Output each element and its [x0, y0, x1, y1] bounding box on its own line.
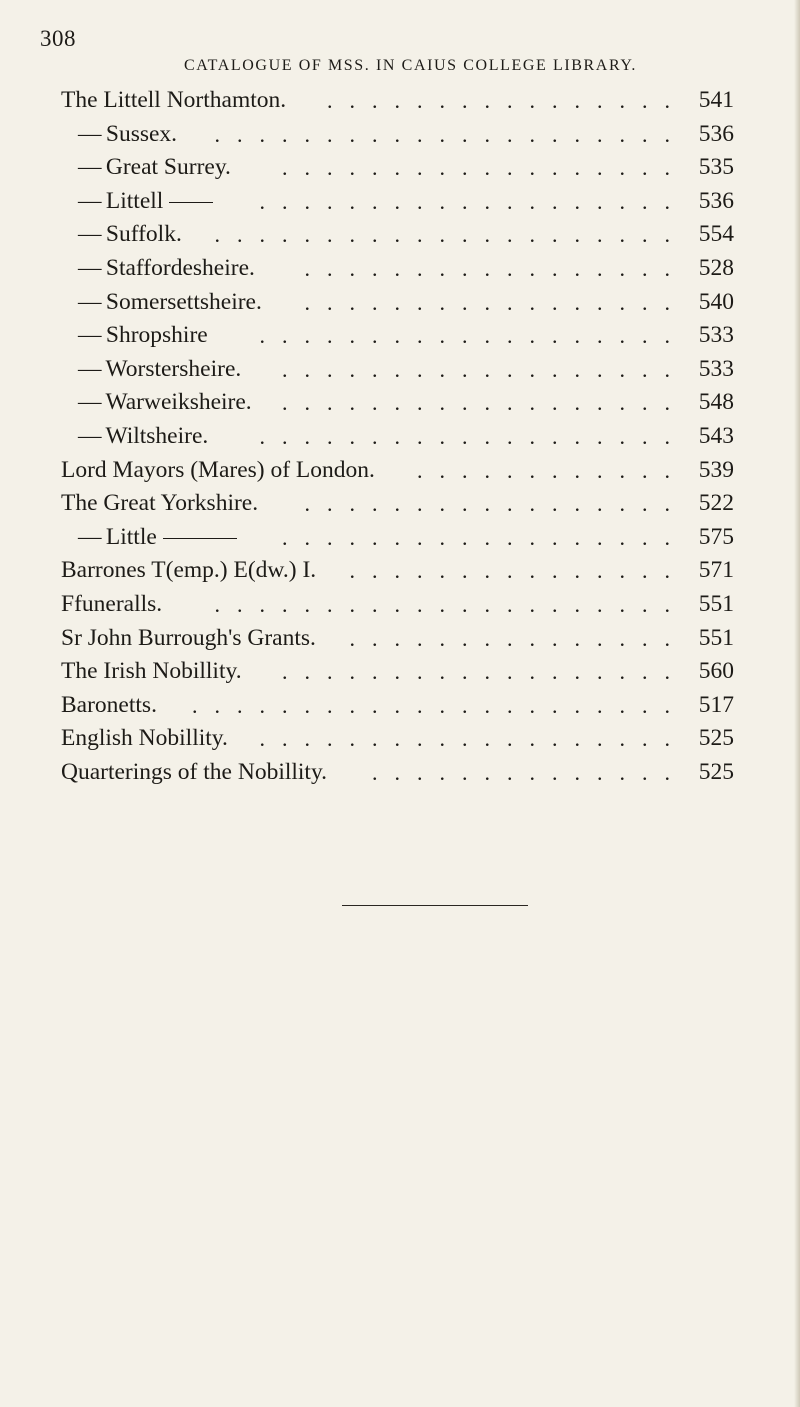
- entry-title: Shropshire: [105, 322, 208, 349]
- catalogue-entry: [0, 521, 800, 555]
- dot-leader: .................: [304, 289, 687, 315]
- catalogue-entry: [0, 252, 800, 286]
- entry-title: Baronetts.: [61, 691, 157, 718]
- dot-leader: .....................: [214, 591, 687, 617]
- entry-page-number: 533: [698, 355, 734, 382]
- entry-title: Worstersheire.: [105, 355, 242, 382]
- catalogue-entry: [0, 218, 800, 252]
- running-head: CATALOGUE OF MSS. IN CAIUS COLLEGE LIBRARY.: [184, 57, 638, 74]
- catalogue-entry: [0, 588, 800, 622]
- dot-leader: ...................: [259, 188, 687, 214]
- page-number: 308: [40, 26, 76, 51]
- entry-label: [61, 588, 162, 622]
- entry-label: [78, 118, 177, 152]
- entry-title: Ffuneralls.: [61, 590, 163, 617]
- entry-page-number: 535: [698, 154, 734, 181]
- ditto-dash: —: [78, 355, 102, 382]
- catalogue-entries: [0, 84, 800, 789]
- ditto-dash: —: [78, 422, 102, 449]
- entry-page-number: 571: [698, 557, 734, 584]
- ditto-dash: —: [78, 322, 102, 349]
- entry-page-number: 540: [698, 288, 734, 315]
- entry-label: [61, 756, 327, 790]
- dot-leader: .................: [304, 255, 687, 281]
- catalogue-entry: [0, 454, 800, 488]
- dot-leader: ...................: [259, 323, 687, 349]
- catalogue-entry: [0, 118, 800, 152]
- dot-leader: .....................: [214, 121, 687, 147]
- catalogue-entry: [0, 84, 800, 118]
- entry-title: Sussex.: [105, 120, 178, 147]
- catalogue-entry: [0, 353, 800, 387]
- dot-leader: ..................: [282, 356, 687, 382]
- catalogue-entry: [0, 756, 800, 790]
- entry-title: Lord Mayors (Mares) of London.: [61, 456, 375, 483]
- catalogue-entry: [0, 689, 800, 723]
- dot-leader: ............: [417, 457, 687, 483]
- entry-page-number: 548: [698, 389, 734, 416]
- entry-title: Warweiksheire.: [105, 389, 252, 416]
- catalogue-entry: [0, 319, 800, 353]
- entry-label: [61, 655, 242, 689]
- entry-label: [78, 185, 217, 219]
- catalogue-entry: [0, 386, 800, 420]
- entry-page-number: 551: [698, 624, 734, 651]
- dot-leader: ..............: [372, 759, 687, 785]
- ditto-dash: —: [78, 187, 102, 214]
- ditto-dash: —: [78, 288, 102, 315]
- entry-label: [78, 521, 241, 555]
- entry-page-number: 525: [698, 758, 734, 785]
- page-edge-shadow: [794, 0, 800, 1407]
- dot-leader: ..................: [282, 524, 687, 550]
- entry-title: The Littell Northamton.: [61, 87, 287, 113]
- dot-leader: ...................: [259, 726, 687, 752]
- catalogue-entry: [0, 185, 800, 219]
- catalogue-entry: [0, 722, 800, 756]
- entry-title: Staffordesheire.: [105, 254, 255, 281]
- ditto-dash: —: [78, 120, 102, 147]
- ditto-dash: —: [78, 154, 102, 181]
- entry-label: [61, 554, 316, 588]
- entry-title: Littell: [105, 187, 164, 214]
- catalogue-entry: [0, 554, 800, 588]
- entry-label: [78, 420, 208, 454]
- dot-leader: ......................: [192, 692, 687, 718]
- entry-title: Quarterings of the Nobillity.: [61, 758, 328, 785]
- entry-title: Great Surrey.: [105, 154, 231, 181]
- section-end-rule: [342, 905, 528, 906]
- entry-label: [78, 319, 208, 353]
- entry-label: [61, 722, 228, 756]
- entry-title: Barrones T(emp.) E(dw.) I.: [61, 557, 317, 584]
- entry-title: The Irish Nobillity.: [61, 658, 242, 685]
- entry-page-number: 543: [698, 422, 734, 449]
- entry-title: Suffolk.: [105, 221, 182, 248]
- entry-label: [61, 84, 286, 118]
- entry-label: [78, 286, 262, 320]
- entry-page-number: 554: [698, 221, 734, 248]
- entry-title: English Nobillity.: [61, 725, 228, 752]
- catalogue-entry: [0, 286, 800, 320]
- dot-leader: ...............: [349, 558, 687, 584]
- ditto-rule: [163, 538, 237, 539]
- catalogue-entry: [0, 487, 800, 521]
- entry-page-number: 525: [698, 725, 734, 752]
- dot-leader: ..................: [282, 155, 687, 181]
- dot-leader: ...................: [259, 423, 687, 449]
- entry-page-number: 541: [698, 87, 734, 113]
- entry-page-number: 522: [698, 490, 734, 517]
- entry-page-number: 560: [698, 658, 734, 685]
- catalogue-entry: [0, 655, 800, 689]
- entry-page-number: 539: [698, 456, 734, 483]
- entry-page-number: 551: [698, 590, 734, 617]
- catalogue-entry: [0, 622, 800, 656]
- entry-page-number: 536: [698, 187, 734, 214]
- entry-page-number: 536: [698, 120, 734, 147]
- entry-page-number: 528: [698, 254, 734, 281]
- ditto-dash: —: [78, 523, 102, 550]
- entry-label: [61, 454, 375, 488]
- entry-label: [61, 487, 258, 521]
- entry-title: Wiltsheire.: [105, 422, 209, 449]
- ditto-dash: —: [78, 389, 102, 416]
- entry-title: Sr John Burrough's Grants.: [61, 624, 316, 651]
- catalogue-entry: [0, 151, 800, 185]
- entry-page-number: 575: [698, 523, 734, 550]
- entry-label: [78, 151, 231, 185]
- entry-label: [78, 218, 182, 252]
- entry-title: Somersettsheire.: [105, 288, 262, 315]
- dot-leader: ..................: [282, 659, 687, 685]
- entry-label: [61, 622, 316, 656]
- ditto-dash: —: [78, 221, 102, 248]
- entry-label: [78, 252, 255, 286]
- entry-page-number: 533: [698, 322, 734, 349]
- ditto-rule: [169, 202, 213, 203]
- catalogue-entry: [0, 420, 800, 454]
- entry-label: [78, 353, 241, 387]
- entry-label: [78, 386, 252, 420]
- dot-leader: .................: [304, 491, 687, 517]
- entry-title: Little: [105, 523, 157, 550]
- entry-title: The Great Yorkshire.: [61, 490, 259, 517]
- entry-label: [61, 689, 157, 723]
- dot-leader: ..................: [282, 390, 687, 416]
- dot-leader: ................: [327, 88, 687, 113]
- ditto-dash: —: [78, 254, 102, 281]
- dot-leader: ...............: [349, 625, 687, 651]
- entry-page-number: 517: [698, 691, 734, 718]
- dot-leader: .....................: [214, 222, 687, 248]
